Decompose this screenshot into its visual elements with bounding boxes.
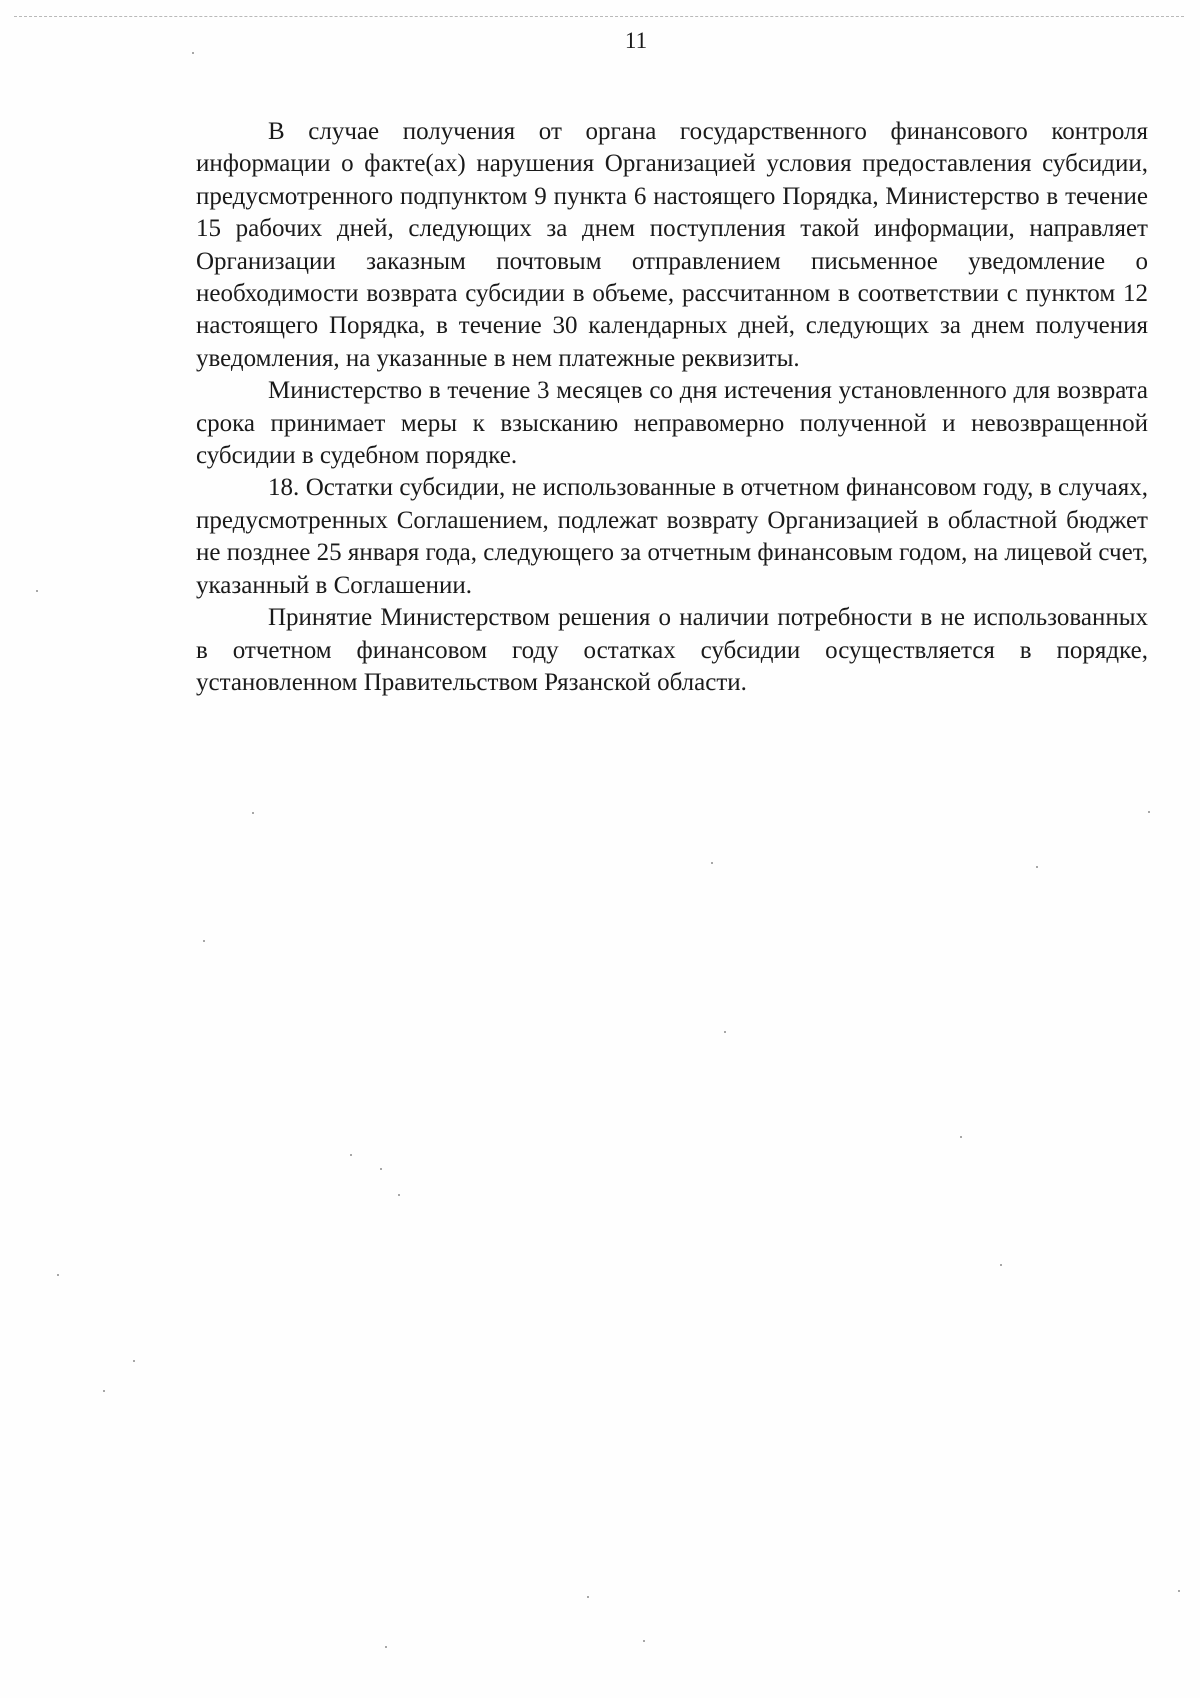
scan-speck [252,812,254,814]
scan-speck [57,1274,59,1276]
scan-speck [643,1640,645,1642]
page-number: 11 [624,28,648,53]
scan-speck [36,590,38,592]
scan-speck [203,940,205,942]
scan-speck [1000,1264,1002,1266]
scan-speck [1178,1590,1180,1592]
paragraph-court-recovery: Министерство в течение 3 месяцев со дня истечения установленного для возврата срока принимает меры к взысканию неправомерно полученной и невозвращенной субсидии в судебном порядке. [196,377,1148,470]
scan-speck [192,52,194,54]
document-body [196,116,1148,699]
scan-edge-line [14,16,1184,17]
scan-speck [385,1646,387,1648]
scan-speck [711,862,713,864]
scan-speck [1148,811,1150,813]
paragraph-ministry-decision: Принятие Министерством решения о наличии потребности в не использованных в отчетном финансовом году остатках субсидии осуществляется в порядке, установленном Правительством Рязанской области. [196,604,1148,696]
scan-speck [587,1596,589,1598]
scan-speck [350,1154,352,1156]
scan-speck [960,1136,962,1138]
paragraph-violation-notice: В случае получения от органа государственного финансового контроля информации о факте(ах) нарушения Организацией условия предоставления субсидии, предусмотренного подпунктом 9 пункта 6 настоящего Порядка, Министерство в течение 15 рабочих дней, следующих за днем поступления такой информации, направляет Организации заказным почтовым отправлением письменное уведомление о необходимости возврата субсидии в объеме, рассчитанном в соответствии с пунктом 12 настоящего Порядка, в течение 30 календарных дней, следующих за днем получения уведомления, на указанные в нем платежные реквизиты. [196,118,1148,372]
scan-speck [103,1390,105,1392]
paragraph-clause-18: 18. Остатки субсидии, не использованные в отчетном финансовом году, в случаях, предусмотренных Соглашением, подлежат возврату Организацией в областной бюджет не позднее 25 января года, следующего за отчетным финансовым годом, на лицевой счет, указанный в Соглашении. [196,474,1148,599]
scan-speck [724,1031,726,1033]
scan-speck [398,1194,400,1196]
scan-speck [380,1168,382,1170]
scan-speck [133,1360,135,1362]
scan-speck [1036,866,1038,868]
